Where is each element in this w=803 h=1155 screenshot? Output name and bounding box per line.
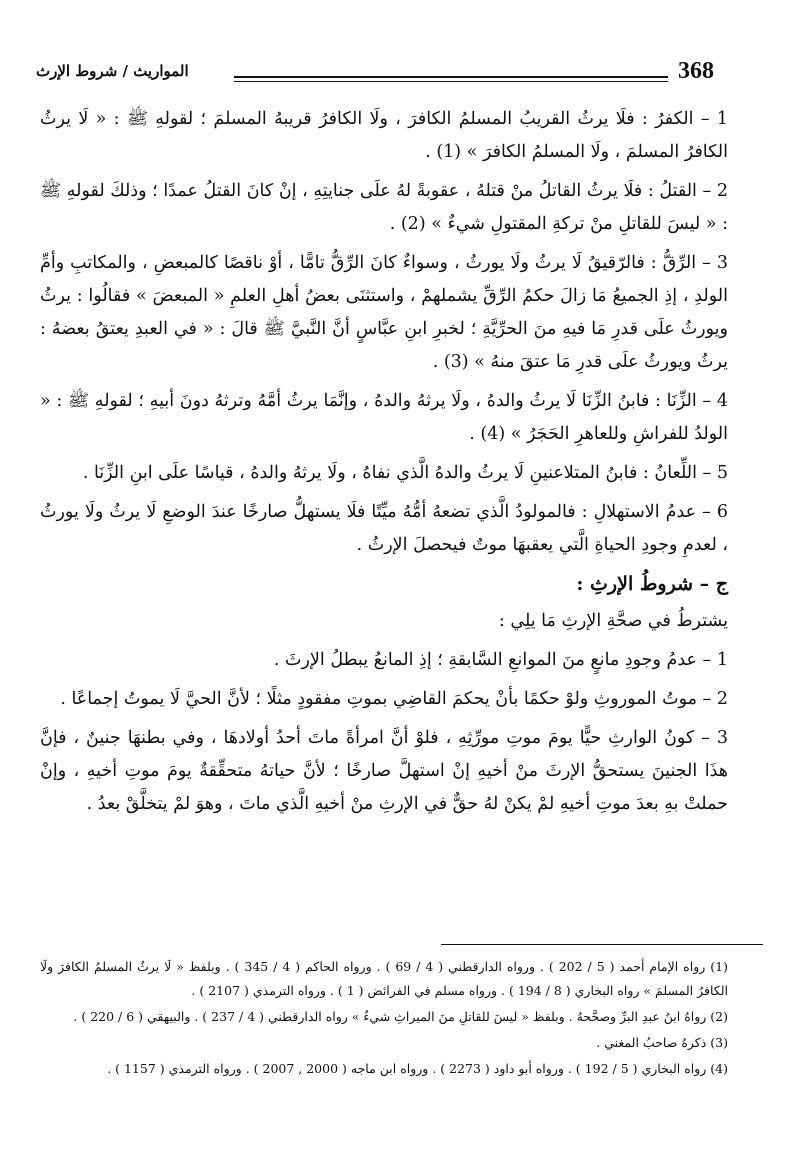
- impediment-disbelief: 1 – الكفرُ : فلَا يرثُ القريبُ المسلمُ الكافرَ ، ولَا الكافرُ قريبهُ المسلمَ ؛ لقولهِ ﷺ : « لَا يرثُ الكافرُ المسلمَ ، ولَا المسلمُ الكافرَ » (1) .: [40, 109, 728, 162]
- impediment-lian: 5 – اللِّعانُ : فابنُ المتلاعنينِ لَا يرثُ والدهُ الَّذي نفاهُ ، ولَا يرثهُ والدهُ ، قياسًا علَى ابنِ الزِّنَا .: [82, 463, 728, 483]
- running-header: [36, 58, 714, 92]
- header-rule: [234, 76, 668, 78]
- footnote: (1) رواه الإمام أحمد ( 5 / 202 ) . ورواه الدارقطني ( 4 / 69 ) . ورواه الحاكم ( 4 / 345 ) . وبلفظ « لَا يرثُ المسلمُ الكافرَ ولَا الكافرُ المسلمَ » رواه البخاري ( 8 / 194 ) . ورواه مسلم في الفرائض ( 1 ) . ورواه الترمذي ( 2107 ) .: [40, 959, 728, 998]
- condition-item: 2 – موتُ الموروثِ ولوْ حكمًا بأنْ يحكمَ القاضِي بموتِ مفقودٍ مثلًا ؛ لأنَّ الحيَّ لَا يموتُ إجماعًا .: [60, 689, 728, 709]
- main-text: [40, 103, 728, 827]
- impediment-killing: 2 – القتلُ : فلَا يرثُ القاتلُ منْ قتلهُ ، عقوبةً لهُ علَى جنايتِهِ ، إنْ كانَ القتلُ عمدًا ؛ وذلكَ لقولهِ ﷺ : « ليسَ للقاتلِ منْ تركةِ المقتولِ شيءٌ » (2) .: [40, 181, 728, 234]
- page-number: 368: [678, 58, 714, 84]
- section-intro: يشترطُ في صحَّةِ الإرثِ مَا يلِي :: [498, 611, 728, 631]
- footnote: (3) ذكرهُ صاحبُ المغني .: [596, 1035, 728, 1050]
- impediment-no-birth-cry: 6 – عدمُ الاستهلالِ : فالمولودُ الَّذي تضعهُ أمُّهُ ميِّتًا فلَا يستهلُّ صارخًا عندَ الوضعِ لَا يرثُ ولَا يورثُ ، لعدمِ وجودِ الحياةِ الَّتي يعقبهَا موتٌ فيحصلَ الإرثُ .: [40, 502, 728, 555]
- condition-item: 1 – عدمُ وجودِ مانعٍ منَ الموانعِ السَّابقةِ ؛ إذِ المانعُ يبطلُ الإرثَ .: [273, 650, 728, 670]
- footnotes: [40, 955, 728, 1081]
- section-heading: ج – شروطُ الإرثِ :: [576, 573, 728, 595]
- impediment-zina: 4 – الزِّنَا : فابنُ الزِّنَا لَا يرثُ والدهُ ، ولَا يرثهُ والدهُ ، وإنَّمَا يرثُ أمَّهُ وترثهُ دونَ أبيهِ ؛ لقولهِ ﷺ : « الولدُ للفراشِ وللعاهرِ الحَجَرُ » (4) .: [40, 391, 728, 444]
- running-title: المواريث / شروط الإرث: [36, 62, 189, 80]
- footnote: (2) رواهُ ابنُ عبدِ البرِّ وصحَّحهُ . وبلفظ « ليسَ للقاتلِ منَ الميراثِ شيءٌ » رواه الدارقطني ( 4 / 237 ) . والبيهقي ( 6 / 220 ) .: [73, 1009, 728, 1024]
- header-rule-thin: [234, 81, 668, 82]
- footnote-separator: [441, 944, 763, 945]
- condition-item: 3 – كونُ الوارثِ حيًّا يومَ موتِ مورِّثِهِ ، فلوْ أنَّ امرأةً ماتَ أحدُ أولادهَا ، وفي بطنهَا جنينٌ ، فإنَّ هذَا الجنينَ يستحقُّ الإرثَ منْ أخيهِ إنْ استهلَّ صارخًا ؛ لأنَّ حياتهُ متحقِّقةٌ يومَ موتِ أخيهِ ، وإنْ حملتْ بهِ بعدَ موتِ أخيهِ لمْ يكنْ لهُ حقٌّ في الإرثِ منْ أخيهِ الَّذي ماتَ ، وهوَ لمْ يتخلَّقْ بعدُ .: [40, 728, 728, 814]
- footnote: (4) رواه البخاري ( 5 / 192 ) . ورواه أبو داود ( 2273 ) . ورواه ابن ماجه ( 2000 , 2007 ) . ورواه الترمذي ( 1157 ) .: [107, 1061, 728, 1076]
- impediment-slavery: 3 – الرِّقُّ : فالرّقيقُ لَا يرثُ ولَا يورثُ ، وسواءٌ كانَ الرِّقُّ تامًّا ، أوْ ناقصًا كالمبعضِ ، والمكاتبِ وأمِّ الولدِ ، إذِ الجميعُ مَا زالَ حكمُ الرِّقِّ يشملهمْ ، واستثنَى بعضُ أهلِ العلمِ « المبعضَ » فقالُوا : يرثُ ويورثُ علَى قدرِ مَا فيهِ منَ الحرِّيَّةِ ؛ لخبرِ ابنِ عبَّاسٍ أنَّ النَّبيَّ ﷺ قالَ : « في العبدِ يعتقُ بعضهُ : يرثُ ويورثُ علَى قدرِ مَا عتقَ منهُ » (3) .: [40, 253, 728, 372]
